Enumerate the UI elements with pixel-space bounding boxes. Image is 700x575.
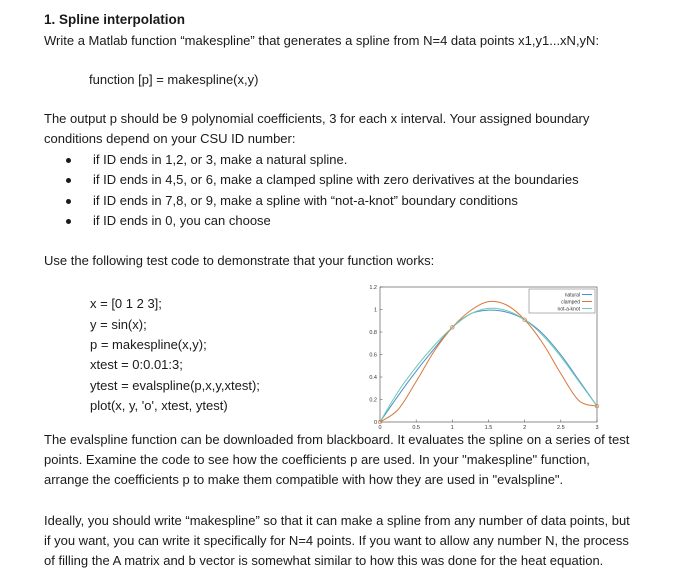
evalspline-line-2: points. Examine the code to see how the coefficients p are used. In your "makespline" function,: [44, 452, 590, 467]
output-description-line-2: conditions depend on your CSU ID number:: [44, 131, 296, 146]
code-line: p = makespline(x,y);: [90, 337, 207, 352]
y-tick-label: 0.4: [369, 375, 377, 381]
section-heading: 1. Spline interpolation: [44, 12, 186, 27]
code-line: plot(x, y, 'o', xtest, ytest): [90, 398, 228, 413]
y-tick-label: 1: [373, 307, 377, 314]
series-line-natural: [380, 310, 597, 422]
y-tick-label: 0: [373, 420, 377, 426]
y-tick-label: 0.2: [369, 397, 377, 404]
list-item: if ID ends in 7,8, or 9, make a spline with “not-a-knot” boundary conditions: [66, 191, 579, 211]
evalspline-line-1: The evalspline function can be downloaded from blackboard. It evaluates the spline on a series of test: [44, 432, 630, 447]
legend-label: natural: [564, 292, 580, 299]
spline-chart: [340, 283, 605, 431]
ideal-note-line-3: of filling the A matrix and b vector is somewhat similar to how this was done for the heat equation.: [44, 553, 604, 568]
ideal-note-line-2: if you want, you can write it specifically for N=4 points. If you want to allow any number N, the process: [44, 533, 629, 548]
code-line: xtest = 0:0.01:3;: [90, 357, 183, 372]
test-code-intro: Use the following test code to demonstrate that your function works:: [44, 253, 435, 268]
y-tick-label: 0.6: [369, 352, 377, 359]
y-tick-label: 1.2: [369, 285, 377, 291]
intro-text: Write a Matlab function “makespline” that generates a spline from N=4 data points x1,y1...xN,yN:: [44, 33, 600, 48]
legend-label: clamped: [561, 299, 580, 306]
boundary-condition-list: [66, 150, 579, 231]
list-item: if ID ends in 4,5, or 6, make a clamped spline with zero derivatives at the boundaries: [66, 170, 579, 190]
legend-label: not-a-knot: [557, 306, 580, 313]
code-line: x = [0 1 2 3];: [90, 296, 162, 311]
list-item: if ID ends in 0, you can choose: [66, 211, 579, 231]
x-tick-label: 2: [523, 425, 527, 431]
x-tick-label: 0.5: [412, 425, 420, 431]
y-tick-label: 0.8: [369, 330, 377, 336]
function-signature: function [p] = makespline(x,y): [89, 72, 259, 87]
x-tick-label: 2.5: [557, 425, 565, 431]
output-description-line-1: The output p should be 9 polynomial coefficients, 3 for each x interval. Your assigned boundary: [44, 111, 590, 126]
x-tick-label: 1.5: [484, 425, 493, 431]
code-line: y = sin(x);: [90, 317, 147, 332]
spline-chart-svg: [340, 283, 605, 431]
list-item: if ID ends in 1,2, or 3, make a natural spline.: [66, 150, 579, 170]
x-tick-label: 0: [378, 425, 382, 431]
x-tick-label: 1: [450, 425, 454, 431]
series-line-not-a-knot: [380, 308, 597, 422]
ideal-note-line-1: Ideally, you should write “makespline” so that it can make a spline from any number of data points, but: [44, 513, 630, 528]
evalspline-line-3: arrange the coefficients p to make them compatible with how they are used in "evalspline".: [44, 472, 564, 487]
code-line: ytest = evalspline(p,x,y,xtest);: [90, 378, 260, 393]
x-tick-label: 3: [595, 425, 599, 431]
